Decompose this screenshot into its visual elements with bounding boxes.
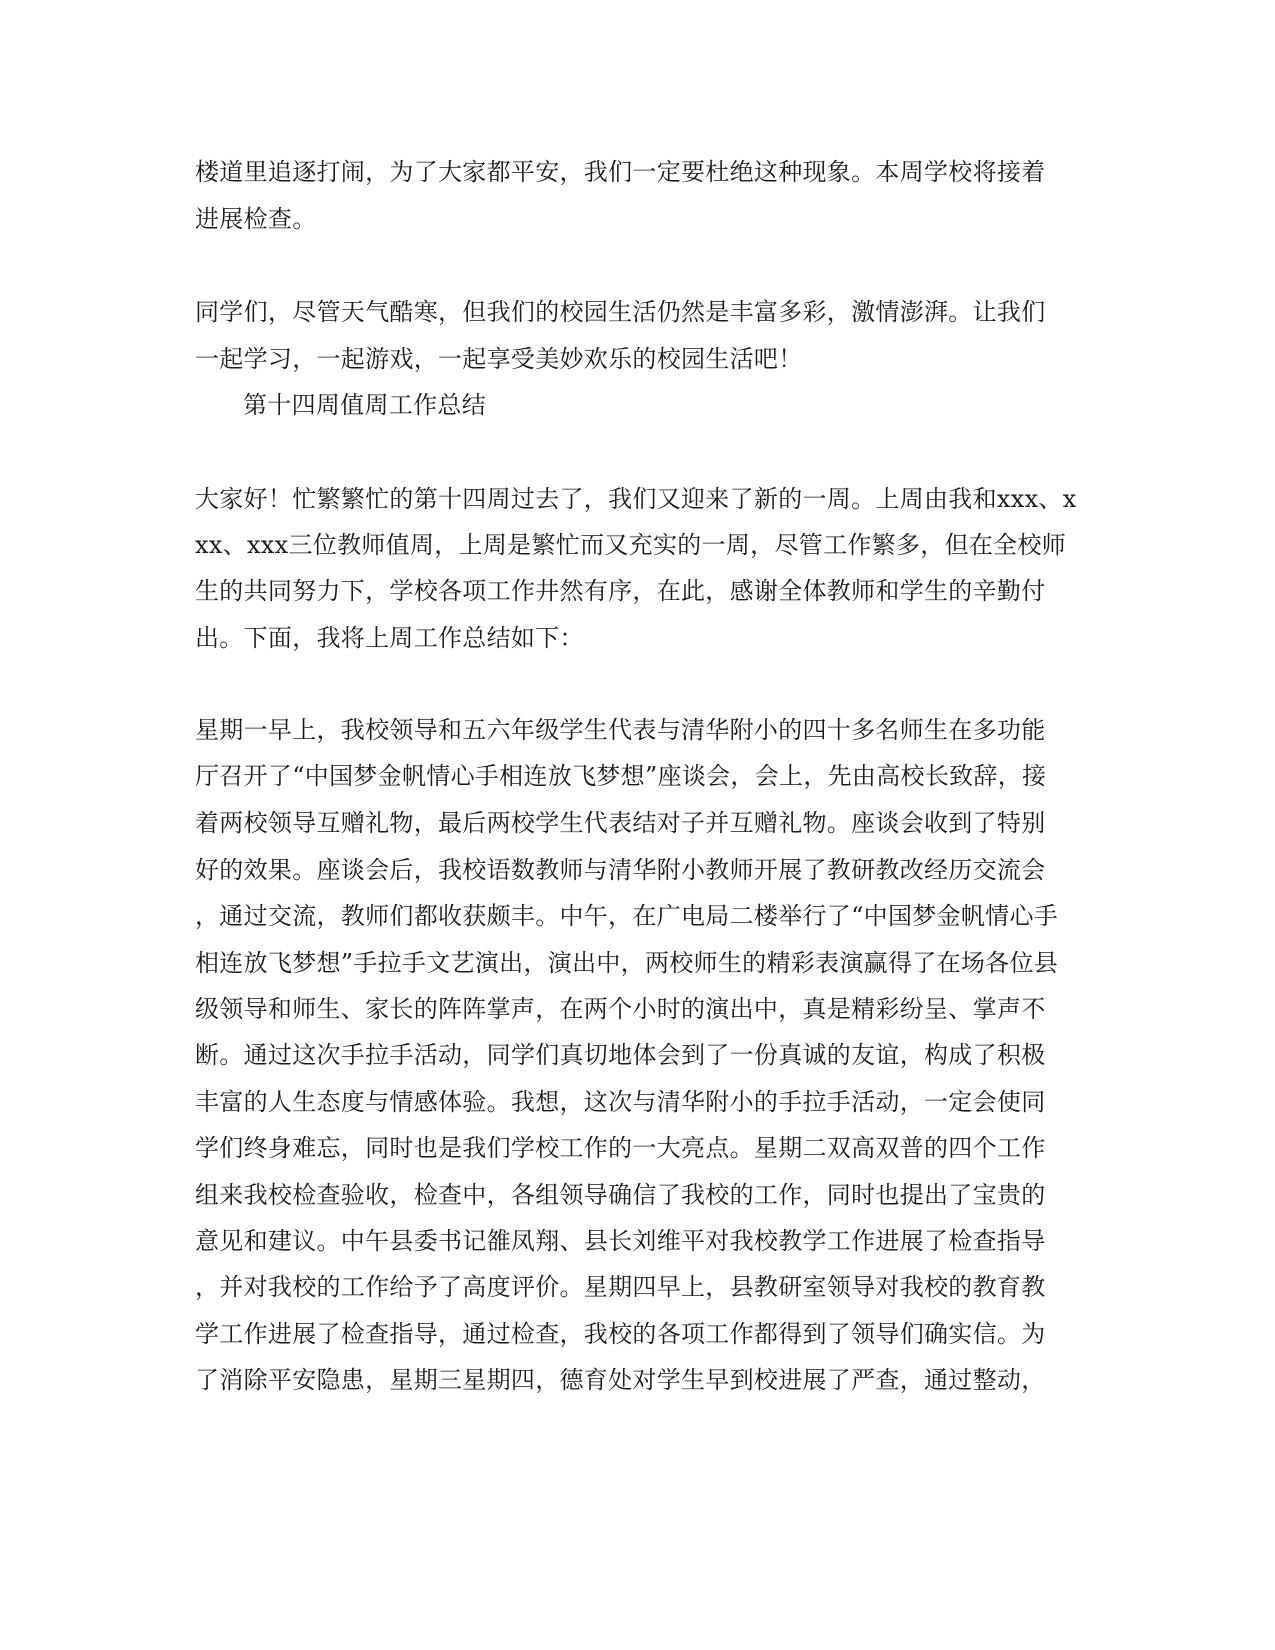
text-line: 进展检查。 <box>195 205 317 233</box>
text-line: 星期一早上，我校领导和五六年级学生代表与清华附小的四十多名师生在多功能 <box>195 716 1046 744</box>
text-line: 生的共同努力下，学校各项工作井然有序，在此，感谢全体教师和学生的辛勤付 <box>195 577 1046 605</box>
text-line: 着两校领导互赠礼物，最后两校学生代表结对子并互赠礼物。座谈会收到了特别 <box>195 809 1046 837</box>
text-line: 好的效果。座谈会后，我校语数教师与清华附小教师开展了教研教改经历交流会 <box>195 856 1046 884</box>
text-line: 丰富的人生态度与情感体验。我想，这次与清华附小的手拉手活动，一定会使同 <box>195 1088 1046 1116</box>
text-line: 学们终身难忘，同时也是我们学校工作的一大亮点。星期二双高双普的四个工作 <box>195 1134 1046 1162</box>
text-line: 出。下面，我将上周工作总结如下： <box>195 624 584 652</box>
text-line: 相连放飞梦想”手拉手文艺演出，演出中，两校师生的精彩表演赢得了在场各位县 <box>195 949 1059 977</box>
text-line: 组来我校检查验收，检查中，各组领导确信了我校的工作，同时也提出了宝贵的 <box>195 1181 1046 1209</box>
text-line: 楼道里追逐打闹，为了大家都平安，我们一定要杜绝这种现象。本周学校将接着 <box>195 158 1046 186</box>
text-line: 了消除平安隐患，星期三星期四，德育处对学生早到校进展了严查，通过整动， <box>195 1366 1046 1394</box>
text-line: 一起学习，一起游戏，一起享受美妙欢乐的校园生活吧！ <box>195 345 803 373</box>
text-line: ，并对我校的工作给予了高度评价。星期四早上，县教研室领导对我校的教育教 <box>195 1273 1046 1301</box>
text-line: 学工作进展了检查指导，通过检查，我校的各项工作都得到了领导们确实信。为 <box>195 1320 1046 1348</box>
text-line: 同学们，尽管天气酷寒，但我们的校园生活仍然是丰富多彩，激情澎湃。让我们 <box>195 298 1046 326</box>
text-line: 断。通过这次手拉手活动，同学们真切地体会到了一份真诚的友谊，构成了积极 <box>195 1041 1046 1069</box>
text-line: 级领导和师生、家长的阵阵掌声，在两个小时的演出中，真是精彩纷呈、掌声不 <box>195 995 1046 1023</box>
text-line: 厅召开了“中国梦金帆情心手相连放飞梦想”座谈会，会上，先由高校长致辞，接 <box>195 762 1047 790</box>
text-line: ，通过交流，教师们都收获颇丰。中午，在广电局二楼举行了“中国梦金帆情心手 <box>195 902 1059 930</box>
section-title: 第十四周值周工作总结 <box>243 391 486 419</box>
text-line: 大家好！忙繁繁忙的第十四周过去了，我们又迎来了新的一周。上周由我和xxx、x <box>195 485 1077 513</box>
text-line: xx、xxx三位教师值周，上周是繁忙而又充实的一周，尽管工作繁多，但在全校师 <box>195 531 1067 559</box>
text-line: 意见和建议。中午县委书记雒凤翔、县长刘维平对我校教学工作进展了检查指导 <box>195 1227 1046 1255</box>
